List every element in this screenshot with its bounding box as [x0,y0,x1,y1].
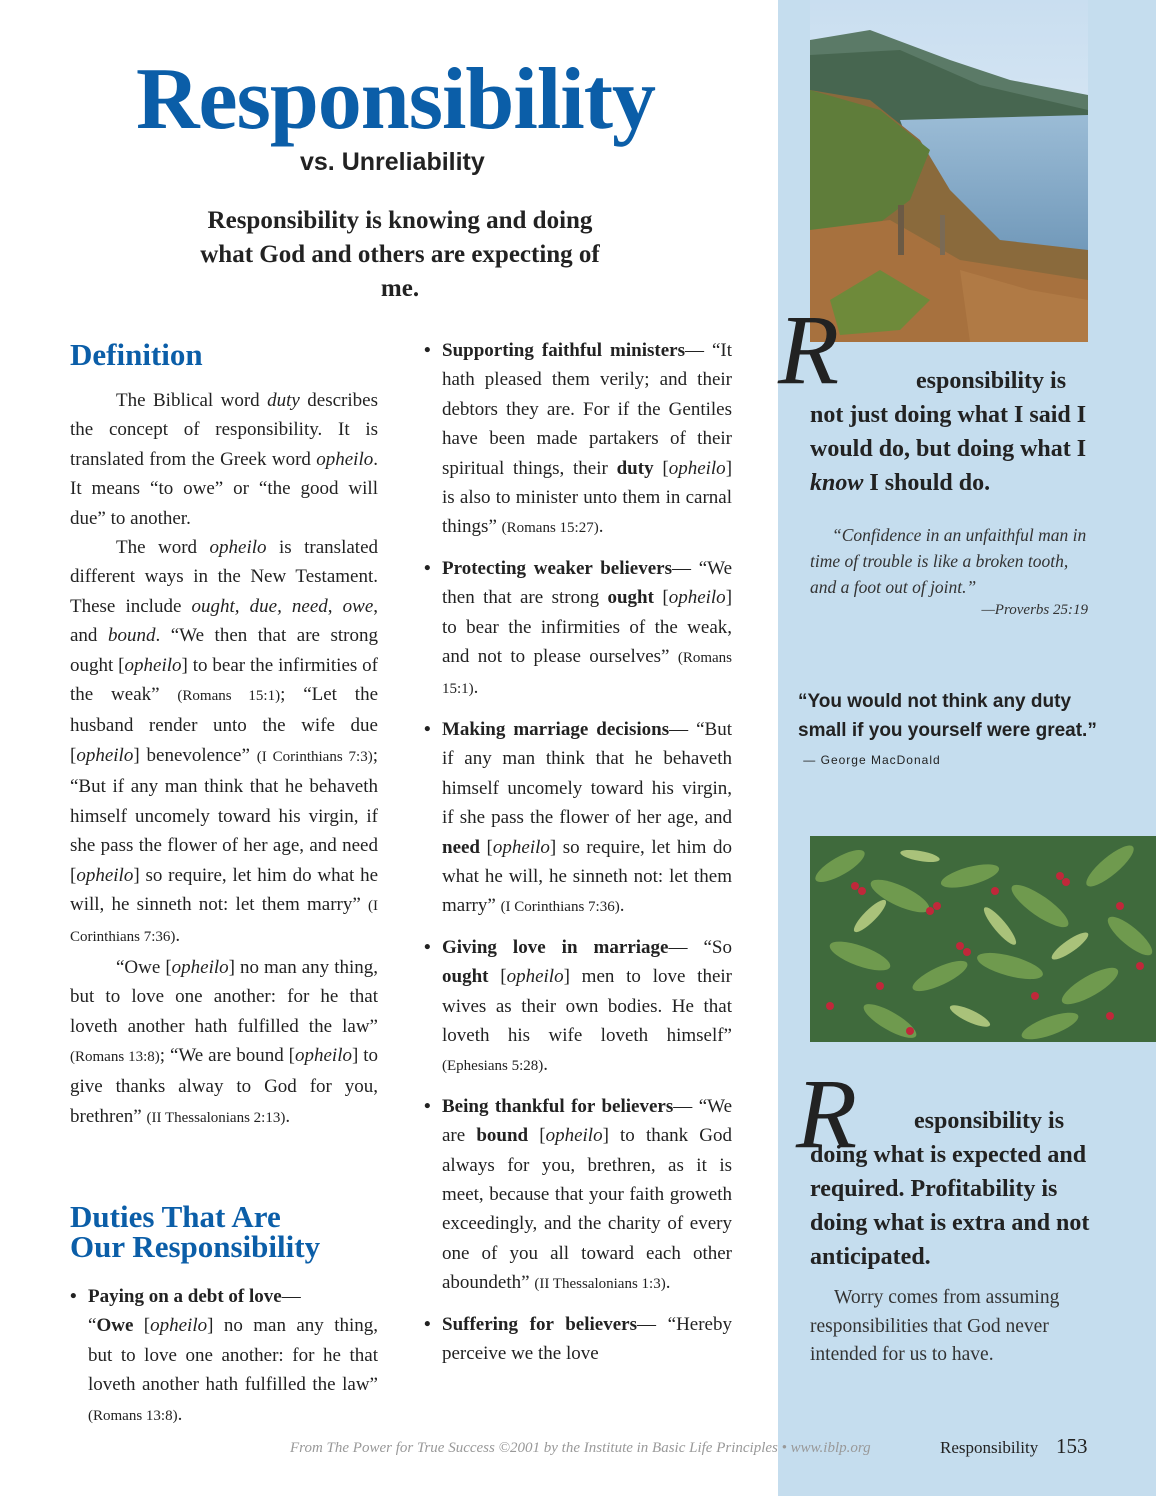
proverb-quote: “Confidence in an unfaithful man in time of trouble is like a broken tooth, and a foot out of joint.” [810,525,1087,597]
intro-statement: Responsibility is knowing and doing what God and others are expecting of me. [200,207,600,302]
bullet-marker: • [424,1313,431,1335]
definition-heading: Definition [70,337,203,372]
page-title: Responsibility [136,51,656,148]
duty-item-debt: • Paying on a debt of love— “Owe [opheilo] no man any thing, but to love one another: for he that loveth another hath fulfilled the law” (Romans 13:8). [70,1282,378,1431]
duty-item-love-in-marriage: • Giving love in marriage— “So ought [opheilo] men to love their wives as their own bodies. He that loveth his wife loveth himself” (Ephesians 5:28). [424,933,732,1082]
duties-heading: Duties That Are Our Responsibility [70,1199,321,1264]
duty-item-suffering: • Suffering for believers— “Hereby perceive we the love [424,1310,732,1369]
macdonald-author: — George MacDonald [803,753,941,767]
duty-item-thankful: • Being thankful for believers— “We are bound [opheilo] to thank God always for you, brethren, as it is meet, because that your faith groweth exceedingly, and the charity of every one of you all toward each other aboundeth” (II Thessalonians 1:3). [424,1092,732,1300]
macdonald-quote [798,688,1098,775]
macdonald-quote-text: “You would not think any duty small if you yourself were great.” [798,691,1097,741]
bullet-marker: • [424,718,431,740]
proverb-reference: —Proverbs 25:19 [981,602,1088,618]
sidebar-quote-1: esponsibility is not just doing what I said I would do, but doing what I know I should do. [810,368,1087,496]
definition-paragraph-3: “Owe [opheilo] no man any thing, but to love one another: for he that loveth another hath fulfilled the law” (Romans 13:8); “We are bound [opheilo] to give thanks alway to God for you, brethren” (II Thessalonians 2:13). [70,956,379,1127]
bullet-marker: • [424,557,431,579]
bullet-marker: • [424,1095,431,1117]
dropcap-1: R [778,294,840,405]
duties-list-continued [424,336,732,1378]
definition-paragraph-2: The word opheilo is translated different ways in the New Testament. These include ought, due, need, owe, and bound. “We then that are strong ought [opheilo] to bear the infirmities of the weak” (Romans 15:1); “Let the husband render unto the wife due [opheilo] benevolence” (I Corinthians 7:3); “But if any man think that he behaveth himself uncomely toward his virgin, if she pass the flower of her age, and need [opheilo] so require, let him do what he will, he sinneth not: let them marry” (I Corinthians 7:36). [70,537,379,947]
duty-item-ministers: • Supporting faithful ministers— “It hath pleased them verily; and their debtors they are. For if the Gentiles have been made partakers of their spiritual things, their duty [opheilo] is also to minister unto them in carnal things” (Romans 15:27). [424,336,732,544]
worry-quote: Worry comes from assuming responsibilities that God never intended for us to have. [810,1287,1060,1365]
footer-section-label: Responsibility [940,1438,1039,1457]
definition-paragraph-1: The Biblical word duty describes the concept of responsibility. It is translated from the Greek word opheilo. It means “to owe” or “the good will due” to another. [70,390,378,529]
duties-list-start [70,1282,378,1441]
footer-credit: From The Power for True Success ©2001 by the Institute in Basic Life Principles • www.iblp.org [290,1440,871,1456]
definition-column [70,386,378,1133]
page-number: 153 [1056,1434,1088,1458]
berry-bush-photo [810,836,1156,1042]
duty-item-marriage-decisions: • Making marriage decisions— “But if any man think that he behaveth himself uncomely toward his virgin, if she pass the flower of her age, and need [opheilo] so require, let him do what he will, he sinneth not: let them marry” (I Corinthians 7:36). [424,715,732,923]
lake-landscape-photo [810,0,1088,342]
duty-item-weaker-believers: • Protecting weaker believers— “We then that are strong ought [opheilo] to bear the infirmities of the weak, and not to please ourselves” (Romans 15:1). [424,554,732,705]
bullet-marker: • [70,1286,77,1307]
bullet-marker: • [424,340,431,361]
bullet-marker: • [424,936,431,958]
page-subtitle: vs. Unreliability [300,148,485,176]
sidebar-quote-2: esponsibility is doing what is expected and required. Profitability is doing what is extra and not anticipated. [810,1108,1090,1270]
dropcap-2: R [796,1058,858,1169]
